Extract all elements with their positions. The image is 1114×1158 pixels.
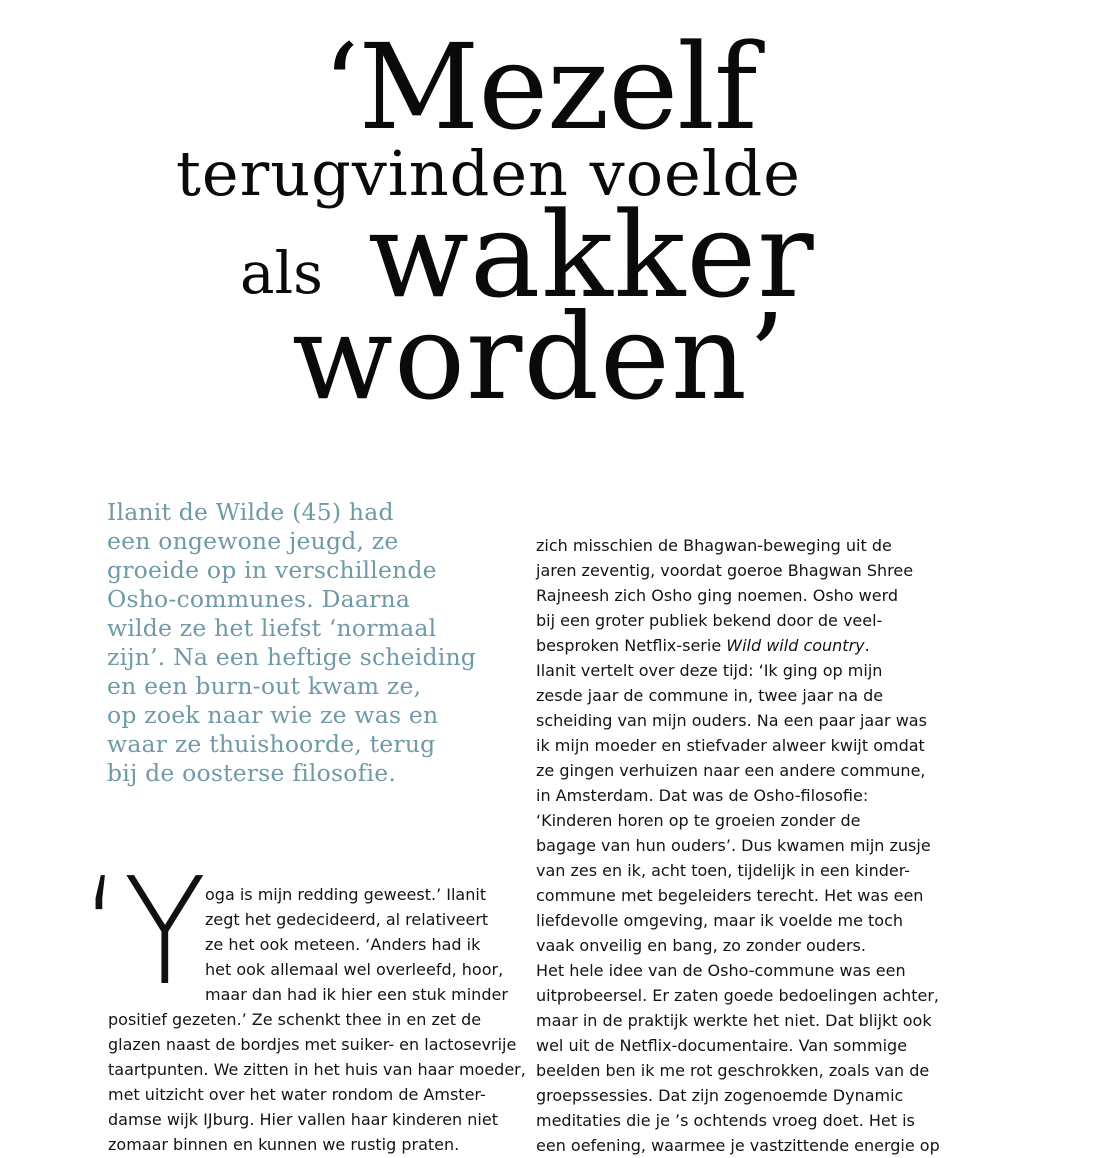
headline-line-1: ‘Mezelf	[322, 18, 757, 156]
headline-line-2: terugvinden voelde	[176, 137, 801, 210]
body-line: beelden ben ik me rot geschrokken, zoals van de	[536, 1061, 930, 1080]
body-line: zomaar binnen en kunnen we rustig praten.	[108, 1135, 460, 1154]
body-line: maar dan had ik hier een stuk minder	[205, 985, 508, 1004]
intro-line: wilde ze het liefst ‘normaal	[107, 614, 437, 642]
intro-line: bij de oosterse filosofie.	[107, 759, 396, 787]
intro-line: Osho-communes. Daarna	[107, 585, 411, 613]
body-line-text: besproken Netflix-serie	[536, 636, 727, 655]
body-line: Het hele idee van de Osho-commune was een	[536, 961, 906, 980]
body-line: taartpunten. We zitten in het huis van haar moeder,	[108, 1060, 526, 1079]
body-line: oga is mijn redding geweest.’ Ilanit	[205, 885, 487, 904]
headline-line-3-large: wakker	[368, 186, 815, 324]
headline-line-3-small: als	[240, 239, 323, 307]
intro-line: Ilanit de Wilde (45) had	[107, 498, 394, 526]
body-line: in Amsterdam. Dat was de Osho-filosofie:	[536, 786, 869, 805]
body-line: ze gingen verhuizen naar een andere commune,	[536, 761, 926, 780]
body-line: maar in de praktijk werkte het niet. Dat blijkt ook	[536, 1011, 932, 1030]
body-line: een oefening, waarmee je vastzittende energie op	[536, 1136, 940, 1155]
body-line: liefdevolle omgeving, maar ik voelde me toch	[536, 911, 904, 930]
body-line: Rajneesh zich Osho ging noemen. Osho werd	[536, 586, 899, 605]
body-line: zesde jaar de commune in, twee jaar na de	[536, 686, 884, 705]
body-line: wel uit de Netflix-documentaire. Van sommige	[536, 1036, 908, 1055]
body-column-right	[536, 533, 946, 1158]
intro-paragraph	[107, 498, 507, 788]
body-line: ik mijn moeder en stiefvader alweer kwijt omdat	[536, 736, 925, 755]
body-line: zegt het gedecideerd, al relativeert	[205, 910, 489, 929]
sentence-period: .	[864, 636, 870, 655]
body-line-with-title	[536, 633, 946, 658]
intro-line: en een burn-out kwam ze,	[107, 672, 422, 700]
body-line: van zes en ik, acht toen, tijdelijk in een kinder-	[536, 861, 911, 880]
body-line: bij een groter publiek bekend door de veel-	[536, 611, 883, 630]
body-line: vaak onveilig en bang, zo zonder ouders.	[536, 936, 866, 955]
body-line: jaren zeventig, voordat goeroe Bhagwan Shree	[536, 561, 914, 580]
body-line: meditaties die je ’s ochtends vroeg doet. Het is	[536, 1111, 915, 1130]
intro-line: op zoek naar wie ze was en	[107, 701, 439, 729]
body-line: het ook allemaal wel overleefd, hoor,	[205, 960, 504, 979]
intro-line: een ongewone jeugd, ze	[107, 527, 399, 555]
body-line: glazen naast de bordjes met suiker- en lactosevrije	[108, 1035, 517, 1054]
drop-cap: ‘Y	[80, 846, 207, 1018]
intro-line: groeide op in verschillende	[107, 556, 437, 584]
headline	[0, 0, 1114, 440]
body-line: ze het ook meteen. ‘Anders had ik	[205, 935, 481, 954]
body-line: zich misschien de Bhagwan-beweging uit de	[536, 536, 892, 555]
body-line: uitprobeersel. Er zaten goede bedoelingen achter,	[536, 986, 940, 1005]
body-line: commune met begeleiders terecht. Het was een	[536, 886, 924, 905]
series-title: Wild wild country	[726, 636, 865, 655]
body-line: scheiding van mijn ouders. Na een paar jaar was	[536, 711, 927, 730]
body-line: groepssessies. Dat zijn zogenoemde Dynamic	[536, 1086, 904, 1105]
body-line: damse wijk IJburg. Hier vallen haar kinderen niet	[108, 1110, 498, 1129]
body-line: bagage van hun ouders’. Dus kwamen mijn zusje	[536, 836, 931, 855]
body-line: ‘Kinderen horen op te groeien zonder de	[536, 811, 861, 830]
intro-line: waar ze thuishoorde, terug	[107, 730, 436, 758]
body-line: positief gezeten.’ Ze schenkt thee in en zet de	[108, 1010, 482, 1029]
body-column-left	[108, 882, 526, 1157]
body-line: Ilanit vertelt over deze tijd: ‘Ik ging op mijn	[536, 661, 883, 680]
body-line: met uitzicht over het water rondom de Amster-	[108, 1085, 486, 1104]
intro-line: zijn’. Na een heftige scheiding	[107, 643, 477, 671]
headline-line-4: worden’	[292, 288, 787, 426]
